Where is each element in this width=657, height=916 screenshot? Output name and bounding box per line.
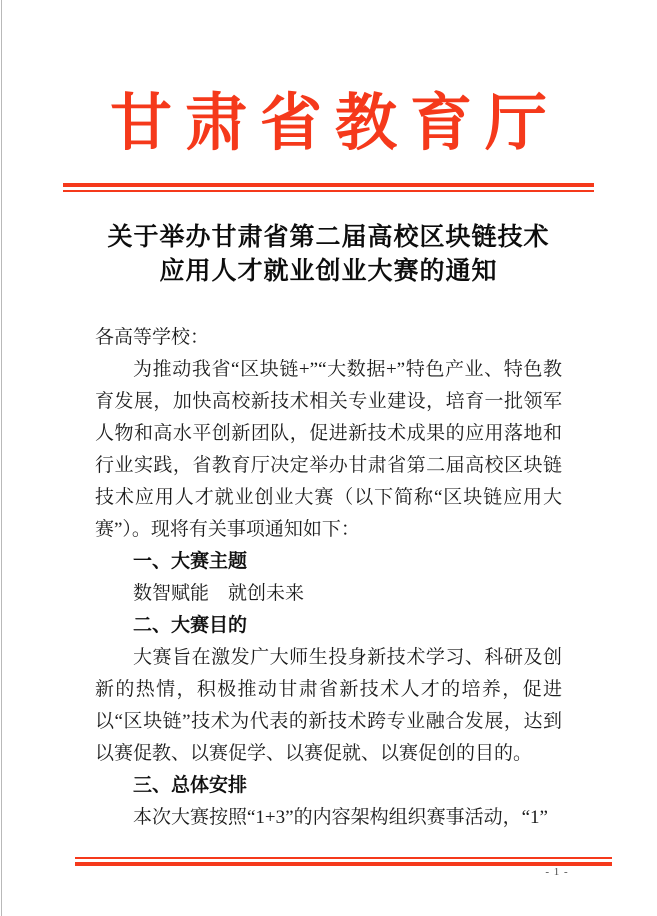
document-body (95, 322, 562, 834)
section-heading-theme: 一、大赛主题 (133, 551, 248, 572)
salutation: 各高等学校： (95, 327, 210, 348)
competition-theme-text: 数智赋能 就创未来 (133, 583, 305, 604)
footer-rule-thick (75, 862, 612, 866)
paragraph-purpose: 大赛旨在激发广大师生投身新技术学习、科研及创新的热情，积极推动甘肃省新技术人才的培养，促进以“区块链”技术为代表的新技术跨专业融合发展，达到以赛促教、以赛促学、以赛促就、以赛促创的目的。 (95, 647, 562, 764)
page-number: - 1 - (545, 866, 569, 878)
document-title-line2: 应用人才就业创业大赛的通知 (159, 258, 498, 285)
section-heading-arrangement: 三、总体安排 (133, 775, 248, 796)
letterhead-rule-thin (63, 190, 594, 192)
section-heading-purpose: 二、大赛目的 (133, 615, 248, 636)
paragraph-intro: 为推动我省“区块链+”“大数据+”特色产业、特色教育发展，加快高校新技术相关专业建设，培育一批领军人物和高水平创新团队，促进新技术成果的应用落地和行业实践，省教育厅决定举办甘肃省第二届高校区块链技术应用人才就业创业大赛（以下简称“区块链应用大赛”）。现将有关事项通知如下： (95, 359, 562, 540)
document-title (0, 221, 657, 289)
letterhead-rule-thick (63, 183, 594, 187)
footer-rule-thin (75, 857, 612, 859)
letterhead-org-name: 甘肃省教育厅 (109, 90, 560, 158)
paragraph-arrangement: 本次大赛按照“1+3”的内容架构组织赛事活动，“1” (133, 807, 548, 828)
document-title-line1: 关于举办甘肃省第二届高校区块链技术 (107, 224, 550, 251)
